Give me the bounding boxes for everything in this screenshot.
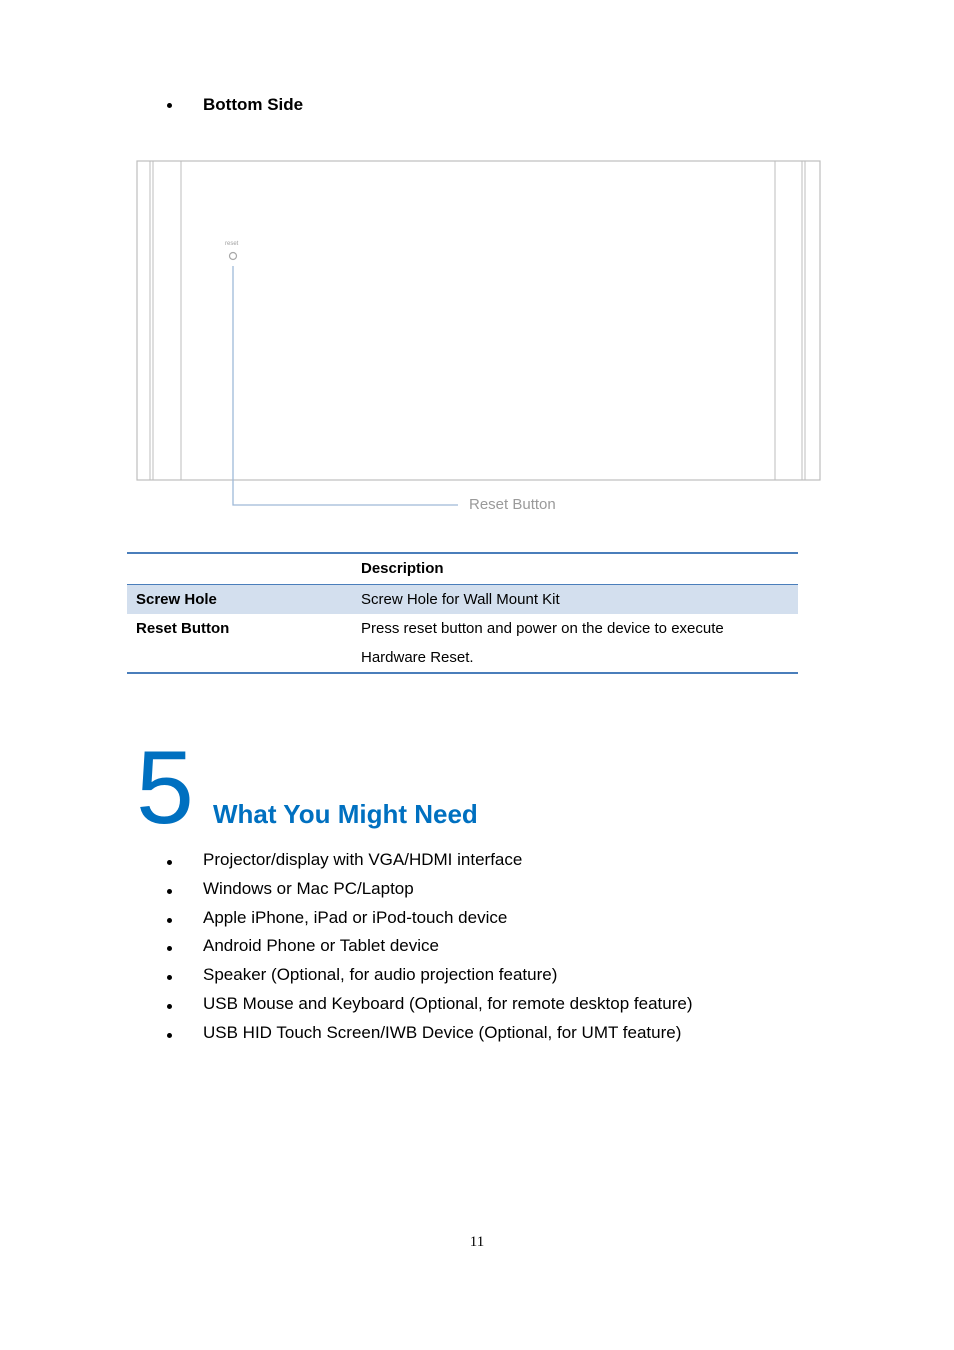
bullet-dot bbox=[167, 918, 172, 923]
chapter-title: What You Might Need bbox=[213, 799, 478, 829]
list-item-text: Windows or Mac PC/Laptop bbox=[203, 878, 414, 898]
page-number: 11 bbox=[469, 1234, 485, 1250]
list-item-text: Android Phone or Tablet device bbox=[203, 936, 439, 956]
device-bottom-illustration bbox=[136, 160, 822, 520]
list-item bbox=[0, 990, 954, 1019]
reset-callout-line bbox=[233, 266, 458, 505]
list-item bbox=[0, 1019, 954, 1048]
table-header-cell bbox=[127, 553, 361, 585]
reset-hole-icon bbox=[230, 253, 237, 260]
device-outline bbox=[137, 161, 820, 480]
chapter-number: 5 bbox=[136, 730, 194, 846]
table-row bbox=[127, 585, 798, 615]
needs-list bbox=[0, 846, 954, 1048]
list-item-text: USB Mouse and Keyboard (Optional, for remote desktop feature) bbox=[203, 993, 693, 1013]
list-item-text: USB HID Touch Screen/IWB Device (Optional, for UMT feature) bbox=[203, 1022, 682, 1042]
bullet-dot bbox=[167, 1033, 172, 1038]
table-row bbox=[127, 614, 798, 673]
bullet-dot bbox=[167, 860, 172, 865]
list-item-text: Speaker (Optional, for audio projection feature) bbox=[203, 965, 558, 985]
bullet-dot bbox=[167, 1004, 172, 1009]
table-header-description: Description bbox=[361, 560, 444, 577]
table-header-row bbox=[127, 553, 798, 585]
list-item bbox=[0, 961, 954, 990]
section-heading-bottom-side: Bottom Side bbox=[203, 95, 304, 114]
table-cell-description bbox=[361, 614, 798, 673]
list-item-text: Apple iPhone, iPad or iPod-touch device bbox=[203, 907, 508, 927]
table-cell-description-line: Hardware Reset. bbox=[361, 649, 474, 666]
reset-tiny-label: reset bbox=[225, 241, 239, 247]
list-item-text: Projector/display with VGA/HDMI interface bbox=[203, 850, 523, 869]
list-item bbox=[0, 904, 954, 933]
table-cell-name: Reset Button bbox=[136, 620, 230, 637]
bullet-dot bbox=[167, 946, 172, 951]
table-cell-description: Screw Hole for Wall Mount Kit bbox=[361, 591, 560, 608]
bottom-side-spec-table bbox=[127, 552, 798, 674]
bullet-dot bbox=[167, 975, 172, 980]
table-cell-name: Screw Hole bbox=[136, 591, 217, 608]
bullet-dot bbox=[167, 103, 172, 108]
list-item bbox=[0, 875, 954, 904]
table-cell-description-line: Press reset button and power on the device to execute bbox=[361, 620, 724, 637]
reset-button-callout-label: Reset Button bbox=[469, 496, 556, 513]
list-item bbox=[0, 846, 954, 875]
bullet-dot bbox=[167, 889, 172, 894]
list-item bbox=[0, 932, 954, 961]
